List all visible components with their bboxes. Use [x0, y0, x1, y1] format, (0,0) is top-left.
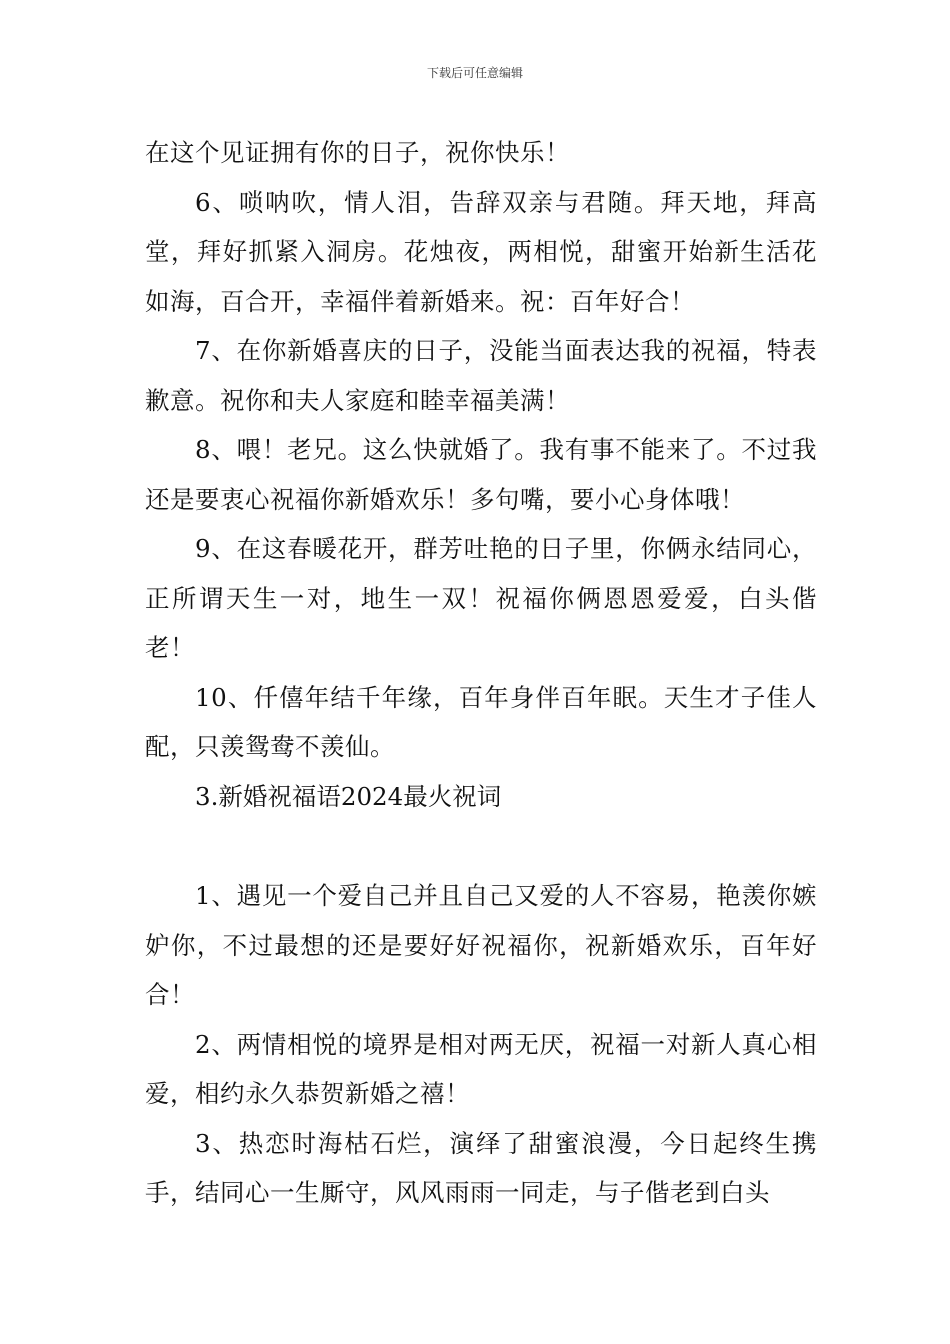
paragraph-item-7: 7、在你新婚喜庆的日子，没能当面表达我的祝福，特表歉意。祝你和夫人家庭和睦幸福美满！ [145, 336, 817, 415]
paragraph-item-3: 3、热恋时海枯石烂，演绎了甜蜜浪漫，今日起终生携手，结同心一生厮守，风风雨雨一同走，与子偕老到白头 [145, 1128, 817, 1207]
section-heading: 3.新婚祝福语2024最火祝词 [195, 781, 502, 811]
paragraph-continuation: 在这个见证拥有你的日子，祝你快乐！ [145, 138, 570, 167]
paragraph-item-1: 1、遇见一个爱自己并且自己又爱的人不容易，艳羡你嫉妒你，不过最想的还是要好好祝福你，祝新婚欢乐，百年好合！ [145, 881, 817, 1009]
paragraph-item-2: 2、两情相悦的境界是相对两无厌，祝福一对新人真心相爱，相约永久恭贺新婚之禧！ [145, 1029, 817, 1108]
section-spacer [145, 821, 817, 871]
document-body [145, 128, 817, 1218]
paragraph-item-9: 9、在这春暖花开，群芳吐艳的日子里，你俩永结同心，正所谓天生一对，地生一双！祝福你俩恩恩爱爱，白头偕老！ [145, 534, 817, 662]
paragraph-item-6: 6、唢呐吹，情人泪，告辞双亲与君随。拜天地，拜高堂，拜好抓紧入洞房。花烛夜，两相悦，甜蜜开始新生活花如海，百合开，幸福伴着新婚来。祝：百年好合！ [145, 187, 817, 316]
paragraph-item-10: 10、仟僖年结千年缘，百年身伴百年眠。天生才子佳人配，只羡鸳鸯不羡仙。 [145, 682, 817, 761]
paragraph-item-8: 8、喂！老兄。这么快就婚了。我有事不能来了。不过我还是要衷心祝福你新婚欢乐！多句嘴，要小心身体哦！ [145, 435, 817, 514]
page-header: 下载后可任意编辑 [426, 66, 523, 80]
